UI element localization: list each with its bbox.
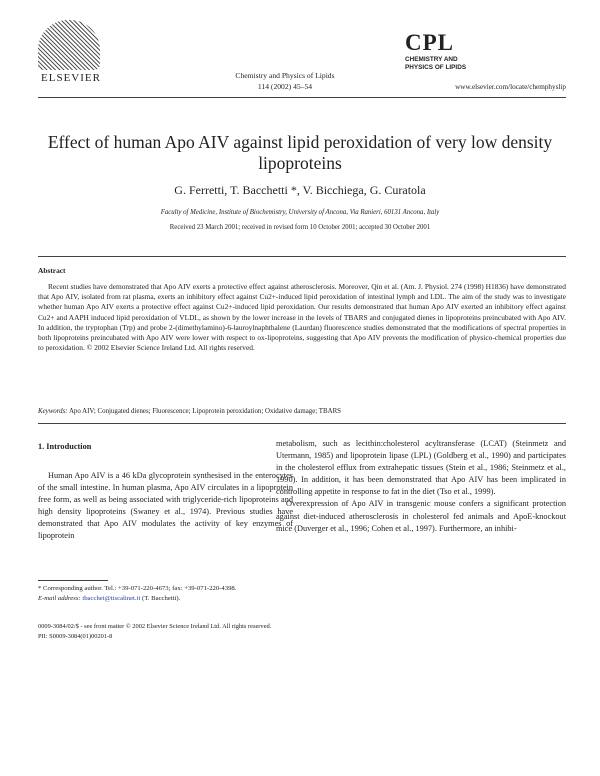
keywords xyxy=(38,408,566,415)
journal-name: Chemistry and Physics of Lipids xyxy=(235,71,335,80)
keywords-label: Keywords: xyxy=(38,408,68,415)
elsevier-logo xyxy=(38,20,104,84)
elsevier-wordmark: ELSEVIER xyxy=(41,72,101,84)
cpl-abbrev: CPL xyxy=(405,30,454,55)
abstract-heading: Abstract xyxy=(38,266,66,275)
cpl-logo xyxy=(405,32,565,72)
abstract-top-rule xyxy=(38,256,566,257)
intro-heading: 1. Introduction xyxy=(38,442,92,451)
footnote-email-line xyxy=(38,594,278,604)
abstract-bottom-rule xyxy=(38,423,566,424)
article-authors: G. Ferretti, T. Bacchetti *, V. Bicchiega, G. Curatola xyxy=(174,183,426,197)
footnote-corresponding: * Corresponding author. Tel.: +39-071-220-4673; fax: +39-071-220-4398. xyxy=(38,585,237,592)
header-rule xyxy=(38,97,566,98)
intro-right-column xyxy=(276,438,566,535)
article-title: Effect of human Apo AIV against lipid peroxidation of very low density lipoproteins xyxy=(47,132,553,173)
pii-line: PII: S0009-3084(01)00201-8 xyxy=(38,632,113,640)
keywords-text: Apo AIV; Conjugated dienes; Fluorescence; Lipoprotein peroxidation; Oxidative damage; TBARS xyxy=(68,408,342,415)
footnote-email[interactable]: tbacchet@tiscalinet.it xyxy=(82,595,141,602)
journal-citation: 114 (2002) 45–54 xyxy=(257,82,313,91)
footnote xyxy=(38,584,278,604)
footnote-email-label: E-mail address: xyxy=(38,595,81,602)
cpl-line1: CHEMISTRY AND xyxy=(405,56,458,63)
footnote-rule xyxy=(38,580,108,581)
abstract-text: Recent studies have demonstrated that Apo AIV exerts a protective effect against atherosclerosis. Moreover, Qin et al. (Am. J. Physiol. 274 (1998) H1836) have demonstrated that Apo AIV, isolated from rat plasma, exerts an inhibitory effect against Cu2+-induced lipid peroxidation of intestinal lymph and LDL. The aim of the study was to investigate whether human Apo AIV exerts a protective effect against Cu2+-induced lipid peroxidation. Our results demonstrated that human Apo AIV exerted an inhibitory effect against Cu2+ and AAPH induced lipid peroxidation of VLDL, as shown by the lower increase in the levels of TBARS and conjugated dienes in lipoproteins preincubated with Apo AIV. In addition, the tryptophan (Trp) and probe 2-(dimethylamino)-6-lauroylnaphthalene (Laurdan) fluorescence studies demonstrated that the modifications of spectral properties in both lipoproteins preincubated with Apo AIV were lower with respect to ox-lipoproteins, suggesting that Apo AIV prevents the modification of physico-chemical properties due to peroxidation. © 2002 Elsevier Science Ireland Ltd. All rights reserved. xyxy=(38,282,566,353)
intro-right-paragraph-1: metabolism, such as lecithin:cholesterol acyltransferase (LCAT) (Steinmetz and Utermann, 1985) and lipoprotein lipase (LPL) (Goldberg et al., 1990) and participates in the cholesterol efflux from extrahepatic tissues (Stein et al., 1986; Steinmetz et al., 1990). In addition, it has been demonstrated that Apo AIV has been implicated in controlling appetite in response to fat in the diet (Tso et al., 1999). xyxy=(276,439,566,497)
intro-left-paragraph: Human Apo AIV is a 46 kDa glycoprotein synthesised in the enterocytes of the small intestine. In human plasma, Apo AIV circulates in a lipoprotein free form, as well as being associated with triglyceride-rich lipoproteins and high density lipoproteins (Swaney et al., 1974). Previous studies have demonstrated that Apo AIV modulates the activity of key enzymes of lipoprotein xyxy=(38,471,293,541)
article-dates: Received 23 March 2001; received in revised form 10 October 2001; accepted 30 October 2001 xyxy=(169,224,431,231)
footnote-email-suffix: (T. Bacchetti). xyxy=(141,595,181,602)
copyright-line: 0009-3084/02/$ - see front matter © 2002 Elsevier Science Ireland Ltd. All rights reserved. xyxy=(38,623,272,630)
elsevier-tree-icon xyxy=(38,20,100,70)
journal-url[interactable]: www.elsevier.com/locate/chemphyslip xyxy=(455,83,566,91)
article-affiliation: Faculty of Medicine, Institute of Biochemistry, University of Ancona, Via Ranieri, 60131 Ancona, Italy xyxy=(160,209,440,216)
copyright-block xyxy=(38,622,478,641)
cpl-line2: PHYSICS OF LIPIDS xyxy=(405,64,467,71)
intro-right-paragraph-2: Overexpression of Apo AIV in transgenic mouse confers a significant protection against diet-induced atherosclerosis in cholesterol fed animals and ApoE-knockout mice (Duverger et al., 1996; Cohen et al., 1997). Furthermore, an inhibi- xyxy=(276,499,566,533)
